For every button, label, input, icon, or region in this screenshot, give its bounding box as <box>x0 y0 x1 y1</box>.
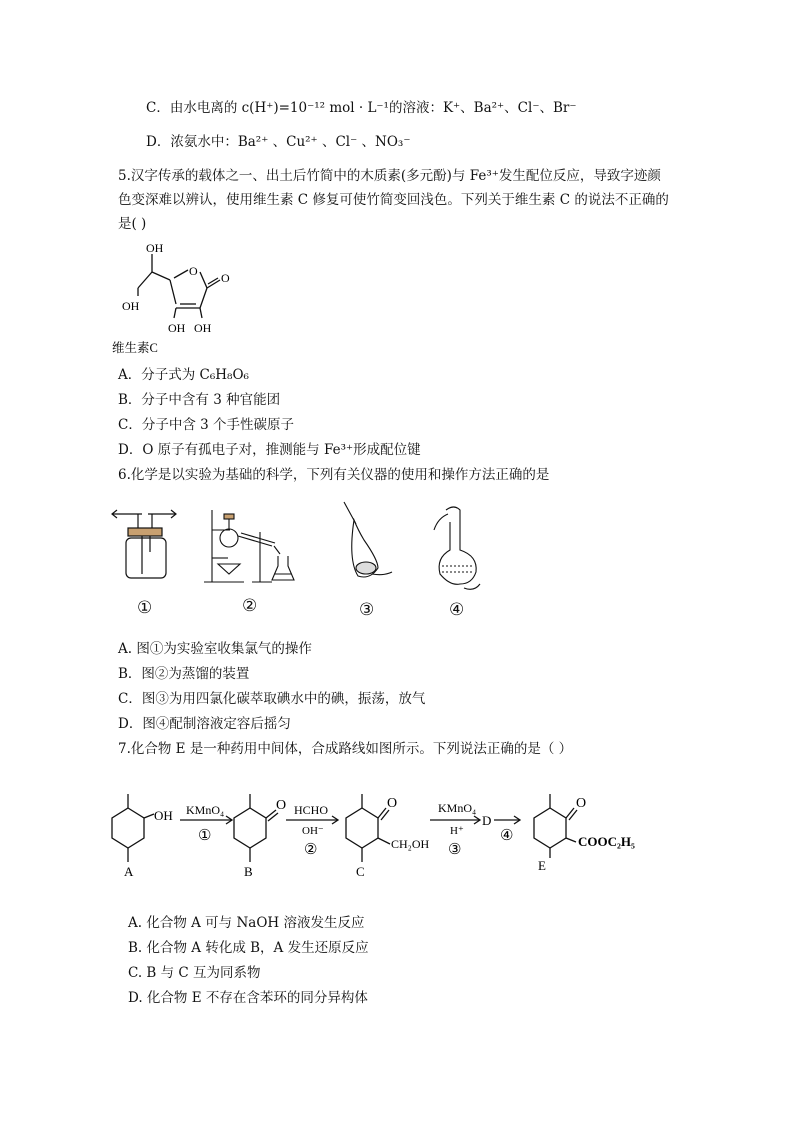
q7-e-o: O <box>576 796 587 811</box>
q7-step4-num: ④ <box>500 828 514 844</box>
vitc-carbonyl-o: O <box>221 271 230 285</box>
q6-label-3: ③ <box>359 600 375 620</box>
q7-option-d: D. 化合物 E 不存在含苯环的同分异构体 <box>128 990 368 1006</box>
q6-label-1: ① <box>137 598 153 618</box>
vitc-caption: 维生素C <box>112 341 158 355</box>
q6-label-2: ② <box>242 596 258 616</box>
vitamin-c-structure <box>112 240 252 358</box>
q7-b-o: O <box>276 798 287 813</box>
q7-synthesis-scheme <box>100 778 690 880</box>
q7-c-o: O <box>387 796 398 811</box>
q7-label-b: B <box>244 864 253 879</box>
q7-step2-num: ② <box>304 842 318 858</box>
q5-stem-line2: 色变深难以辨认，使用维生素 C 修复可使竹简变回浅色。下列关于维生素 C 的说法不正确的 <box>118 192 669 208</box>
q6-apparatus-figures <box>108 500 498 595</box>
q5-option-a: A．分子式为 C₆H₈O₆ <box>118 367 249 383</box>
q7-step2-reagent-top: HCHO <box>294 803 329 817</box>
vitc-oh-bottom-right: OH <box>194 321 212 335</box>
q7-stem: 7.化合物 E 是一种药用中间体，合成路线如图所示。下列说法正确的是（ ） <box>118 741 573 757</box>
q7-label-e: E <box>538 858 546 873</box>
q5-option-b: B．分子中含有 3 种官能团 <box>118 392 281 408</box>
q6-label-4: ④ <box>449 600 465 620</box>
q6-option-a: A. 图①为实验室收集氯气的操作 <box>118 641 312 657</box>
q7-a-oh: OH <box>154 808 173 823</box>
q7-step3-num: ③ <box>448 842 462 858</box>
vitc-oh-bottom-left: OH <box>168 321 186 335</box>
vitc-oh-top: OH <box>146 241 164 255</box>
q5-stem-line3: 是( ) <box>118 216 147 232</box>
vitc-oh-left: OH <box>122 299 140 313</box>
q7-d: D <box>482 813 492 828</box>
q5-option-c: C．分子中含 3 个手性碳原子 <box>118 417 295 433</box>
q6-stem: 6.化学是以实验为基础的科学，下列有关仪器的使用和操作方法正确的是 <box>118 467 550 483</box>
q7-step2-reagent-bottom: OH⁻ <box>302 825 324 837</box>
q6-option-d: D．图④配制溶液定容后摇匀 <box>118 716 291 732</box>
q7-label-c: C <box>356 864 365 879</box>
q7-step1-num: ① <box>198 828 212 844</box>
q6-option-c: C．图③为用四氯化碳萃取碘水中的碘，振荡，放气 <box>118 691 426 707</box>
q7-option-b: B. 化合物 A 转化成 B，A 发生还原反应 <box>128 940 369 956</box>
q7-c-ch2oh: CH₂OH <box>391 837 430 851</box>
q6-option-b: B．图②为蒸馏的装置 <box>118 666 250 682</box>
q7-step3-reagent-bottom: H⁺ <box>450 825 464 837</box>
q5-option-d: D．O 原子有孤电子对，推测能与 Fe³⁺形成配位键 <box>118 442 421 458</box>
q7-option-c: C. B 与 C 互为同系物 <box>128 965 261 981</box>
q7-e-cooc2h5: COOC₂H₅ <box>578 834 635 849</box>
q4-option-d: D．浓氨水中：Ba²⁺ 、Cu²⁺ 、Cl⁻ 、NO₃⁻ <box>146 134 411 150</box>
q7-option-a: A. 化合物 A 可与 NaOH 溶液发生反应 <box>128 915 365 931</box>
q4-option-c: C．由水电离的 c(H⁺)=10⁻¹² mol · L⁻¹的溶液：K⁺、Ba²⁺、Cl⁻、Br⁻ <box>146 100 577 116</box>
q5-stem-line1: 5.汉字传承的载体之一、出土后竹简中的木质素(多元酚)与 Fe³⁺发生配位反应，导致字迹颜 <box>118 168 661 184</box>
q7-step3-reagent-top: KMnO₄ <box>438 801 477 815</box>
q7-label-a: A <box>124 864 134 879</box>
vitc-ring-o: O <box>189 264 198 278</box>
q7-step1-reagent: KMnO₄ <box>186 803 225 817</box>
